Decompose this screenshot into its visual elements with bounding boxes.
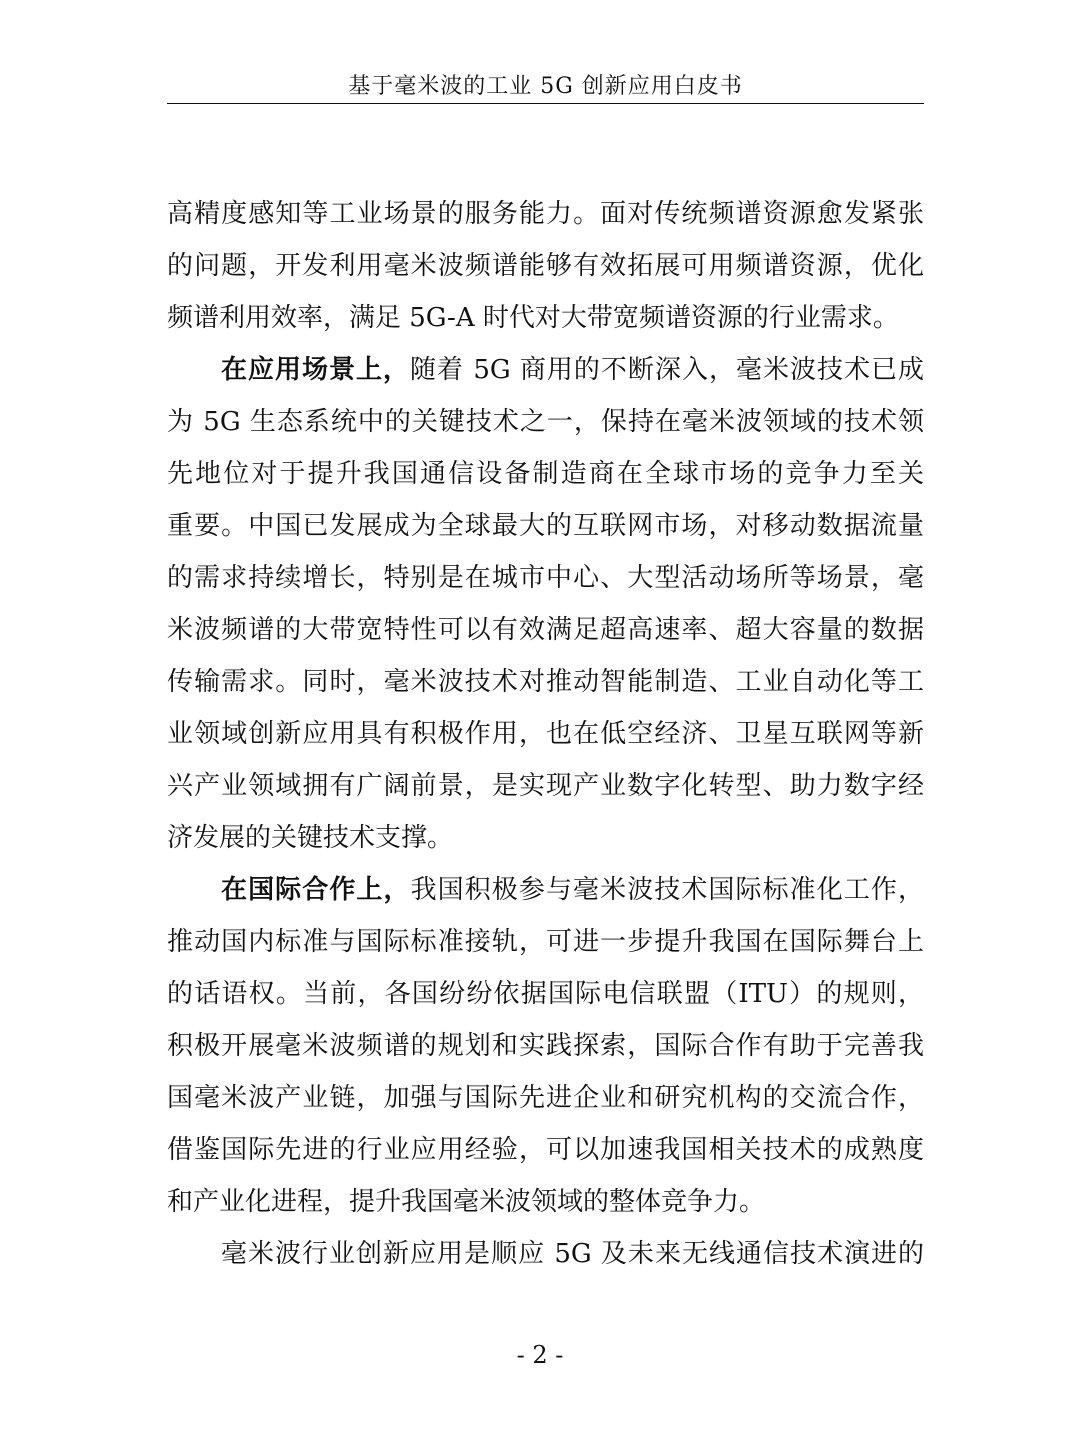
paragraph	[167, 864, 924, 1228]
paragraph	[167, 1228, 924, 1280]
paragraph	[167, 344, 924, 864]
text-line: 高精度感知等工业场景的服务能力。面对传统频谱资源愈发紧张	[167, 199, 924, 229]
text-line: 的话语权。当前，各国纷纷依据国际电信联盟（ITU）的规则，	[167, 979, 924, 1009]
text-line: 和产业化进程，提升我国毫米波领域的整体竞争力。	[167, 1187, 766, 1217]
page-number: - 2 -	[516, 1341, 564, 1369]
paragraph-lead: 在国际合作上，	[221, 875, 411, 905]
text-line: 先地位对于提升我国通信设备制造商在全球市场的竞争力至关	[167, 459, 924, 489]
paragraph-lead: 在应用场景上，	[221, 355, 411, 385]
text-line: 推动国内标准与国际标准接轨，可进一步提升我国在国际舞台上	[167, 927, 924, 957]
text-line: 积极开展毫米波频谱的规划和实践探索，国际合作有助于完善我	[167, 1031, 924, 1061]
header-rule	[167, 103, 924, 104]
paragraph	[167, 188, 924, 344]
text-line: 为 5G 生态系统中的关键技术之一，保持在毫米波领域的技术领	[167, 407, 924, 437]
text-line: 国毫米波产业链，加强与国际先进企业和研究机构的交流合作，	[167, 1083, 924, 1113]
text-line: 济发展的关键技术支撑。	[167, 823, 454, 853]
text-line: 借鉴国际先进的行业应用经验，可以加速我国相关技术的成熟度	[167, 1135, 924, 1165]
text-line	[167, 864, 924, 916]
text-line: 米波频谱的大带宽特性可以有效满足超高速率、超大容量的数据	[167, 615, 924, 645]
text-line: 业领域创新应用具有积极作用，也在低空经济、卫星互联网等新	[167, 719, 924, 749]
text-line: 的问题，开发利用毫米波频谱能够有效拓展可用频谱资源，优化	[167, 251, 924, 281]
text-line	[167, 344, 924, 396]
text-line: 毫米波行业创新应用是顺应 5G 及未来无线通信技术演进的	[221, 1239, 924, 1269]
text-line: 频谱利用效率，满足 5G-A 时代对大带宽频谱资源的行业需求。	[167, 303, 899, 333]
body-text	[167, 188, 924, 1280]
text-line: 重要。中国已发展成为全球最大的互联网市场，对移动数据流量	[167, 511, 924, 541]
text-line: 的需求持续增长，特别是在城市中心、大型活动场所等场景，毫	[167, 563, 924, 593]
running-header: 基于毫米波的工业 5G 创新应用白皮书	[348, 74, 743, 99]
text-span: 我国积极参与毫米波技术国际标准化工作，	[410, 875, 924, 905]
text-span: 随着 5G 商用的不断深入，毫米波技术已成	[410, 355, 924, 385]
text-line: 兴产业领域拥有广阔前景，是实现产业数字化转型、助力数字经	[167, 771, 924, 801]
text-line: 传输需求。同时，毫米波技术对推动智能制造、工业自动化等工	[167, 667, 924, 697]
